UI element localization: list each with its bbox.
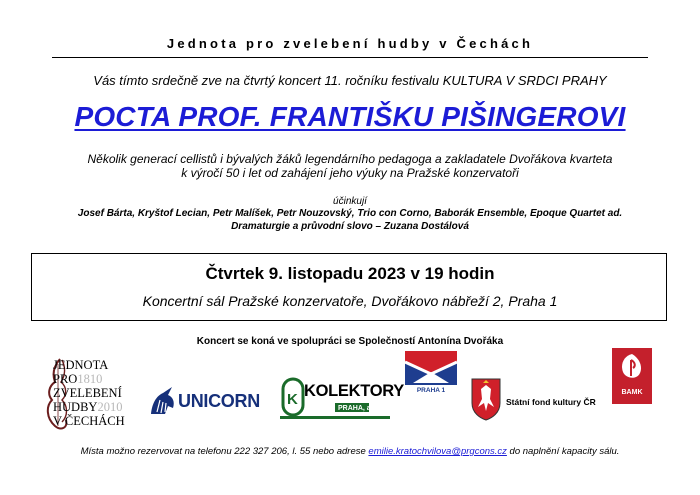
- jednota-line-4: HUDBY: [53, 400, 98, 414]
- event-venue: Koncertní sál Pražské konzervatoře, Dvořákovo nábřeží 2, Praha 1: [142, 293, 558, 309]
- event-date: Čtvrtek 9. listopadu 2023 v 19 hodin: [205, 264, 495, 283]
- reservation-text: Místa možno rezervovat na telefonu 222 327 206, l. 55 nebo adrese: [80, 446, 369, 457]
- reservation-text-end: do naplnění kapacity sálu.: [506, 446, 620, 457]
- bamk-logo: [609, 346, 655, 406]
- header-divider: [52, 57, 648, 58]
- unicorn-icon: [148, 386, 178, 418]
- svg-text:K: K: [287, 391, 298, 408]
- unicorn-wordmark: UNICORN: [178, 391, 260, 411]
- reservation-info: [0, 446, 700, 457]
- jednota-year-2: 2010: [97, 400, 123, 414]
- praha1-label: PRAHA 1: [416, 387, 446, 394]
- jednota-line-1: JEDNOTA: [53, 358, 109, 372]
- jednota-line-3: ZVELEBENÍ: [53, 386, 122, 400]
- performers-label: účinkují: [333, 196, 367, 207]
- description-line-1: Několik generací cellistů i bývalých žáků legendárního pedagoga a zakladatele Dvořákova kvarteta: [87, 152, 613, 166]
- jednota-line-2: PRO: [53, 372, 78, 386]
- kolektory-subtitle: PRAHA, a.s.: [338, 405, 379, 412]
- czech-coat-of-arms-icon: [470, 377, 502, 421]
- jednota-line-5: V ČECHÁCH: [53, 414, 125, 428]
- performers-list: Josef Bárta, Kryštof Lecian, Petr Malíšek, Petr Nouzovský, Trio con Corno, Baborák Ensemble, Epoque Quartet ad.: [77, 208, 623, 219]
- kolektory-logo: [280, 376, 404, 420]
- invitation-text: Vás tímto srdečně zve na čtvrtý koncert 11. ročníku festivalu KULTURA V SRDCI PRAHY: [93, 73, 607, 88]
- cooperation-note: Koncert se koná ve spolupráci se Společností Antonína Dvořáka: [196, 336, 504, 347]
- jednota-logo: [43, 356, 139, 432]
- bamk-label: BAMK: [621, 389, 643, 396]
- dramaturgy-credit: Dramaturgie a průvodní slovo – Zuzana Dostálová: [231, 221, 469, 232]
- reservation-email-link[interactable]: emilie.kratochvilova@prgcons.cz: [368, 446, 507, 457]
- organization-title: Jednota pro zvelebení hudby v Čechách: [166, 36, 534, 51]
- praha1-emblem: [403, 350, 459, 386]
- bamk-emblem: [609, 346, 655, 406]
- praha1-logo: [403, 350, 459, 398]
- kolektory-wordmark: KOLEKTORY: [304, 382, 404, 400]
- description-line-2: k výročí 50 i let od zahájení jeho výuky na Pražské konzervatoři: [181, 166, 519, 180]
- state-culture-fund-logo: [468, 375, 596, 423]
- concert-title: POCTA PROF. FRANTIŠKU PIŠINGEROVI: [74, 101, 626, 132]
- unicorn-logo: [148, 384, 266, 420]
- state-culture-fund-label: Státní fond kultury ČR: [506, 397, 596, 407]
- jednota-year-1: 1810: [77, 372, 103, 386]
